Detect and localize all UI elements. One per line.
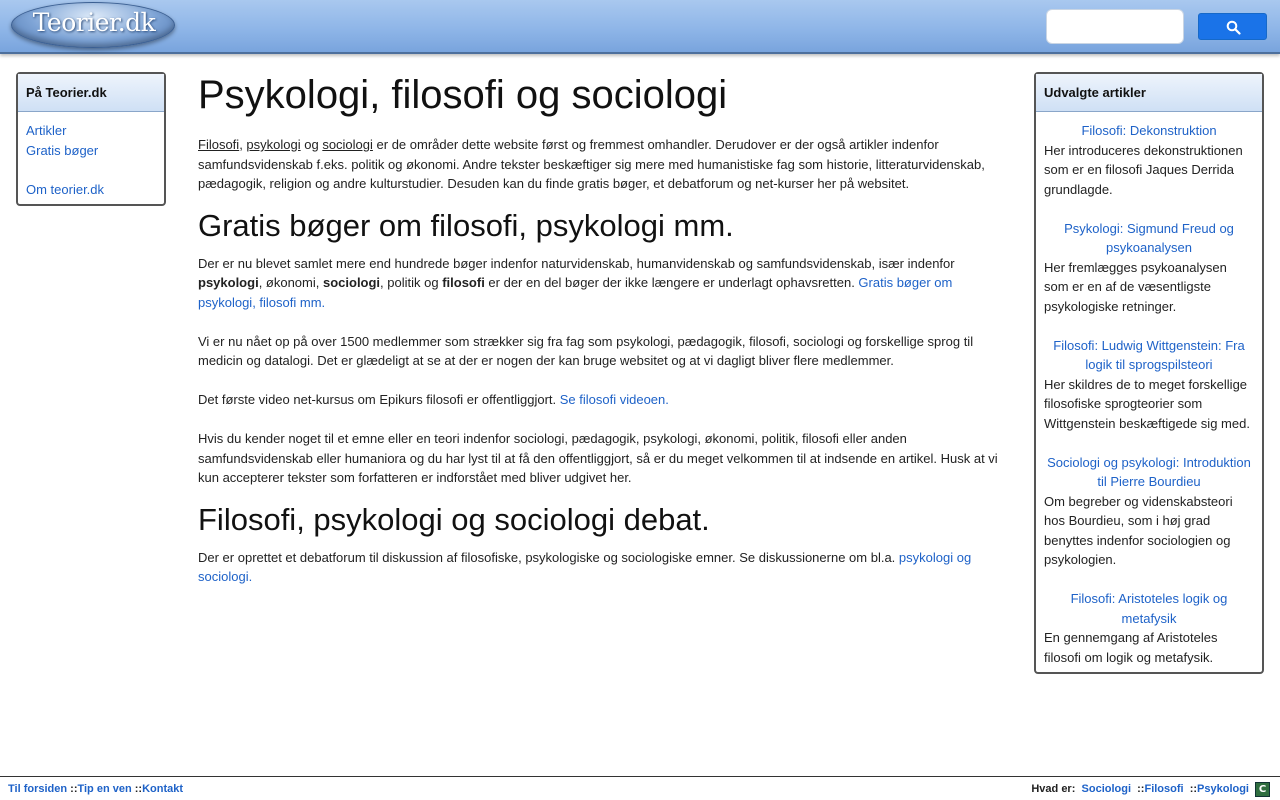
bold-psykologi: psykologi <box>198 275 259 290</box>
page-title: Psykologi, filosofi og sociologi <box>198 73 728 117</box>
footer-link-psykologi[interactable]: Psykologi <box>1197 783 1249 795</box>
intro-sep: og <box>300 137 323 152</box>
video-text: Det første video net-kursus om Epikurs filosofi er offentliggjort. <box>198 392 560 407</box>
footer-separator: :: <box>1137 783 1145 795</box>
article-description: Her skildres de to meget forskellige filosofiske sprogteorier som Wittgenstein beskæftigede sig med. <box>1044 376 1250 431</box>
nav-link-gratis-boger[interactable]: Gratis bøger <box>26 142 99 158</box>
link-psykologi[interactable]: psykologi <box>246 137 301 152</box>
footer-separator: :: <box>134 783 143 795</box>
link-sociologi[interactable]: sociologi <box>322 137 373 152</box>
footer-hvad-er-label: Hvad er: <box>1031 783 1076 795</box>
footer-separator: :: <box>1189 783 1198 795</box>
left-nav-links <box>18 112 164 199</box>
article-link[interactable]: Filosofi: Ludwig Wittgenstein: Fra logik til sprogspilsteori <box>1053 337 1245 372</box>
nav-link-artikler[interactable]: Artikler <box>26 123 67 138</box>
footer-link-kontakt[interactable]: Kontakt <box>142 783 184 795</box>
logo-text: Teorier.dk <box>32 8 156 37</box>
footer-left-links <box>8 783 183 795</box>
site-header <box>0 0 1280 54</box>
link-filosofi[interactable]: Filosofi <box>198 137 240 152</box>
search-button[interactable] <box>1198 13 1267 40</box>
books-paragraph-3 <box>198 390 998 410</box>
site-logo[interactable] <box>11 2 175 48</box>
search-icon <box>1226 20 1241 35</box>
footer-link-tip-en-ven[interactable]: Tip en ven <box>77 783 132 795</box>
books-text: , politik og <box>380 275 443 290</box>
debate-heading: Filosofi, psykologi og sociologi debat. <box>198 501 710 537</box>
debate-paragraph <box>198 548 998 587</box>
link-filosofi-video[interactable]: Se filosofi videoen. <box>559 392 669 407</box>
article-link[interactable]: Filosofi: Dekonstruktion <box>1081 123 1217 138</box>
main-content <box>198 72 998 587</box>
footer-link-filosofi[interactable]: Filosofi <box>1144 783 1184 795</box>
search-input[interactable] <box>1046 9 1184 44</box>
article-link[interactable]: Sociologi og psykologi: Introduktion til Pierre Bourdieu <box>1047 454 1251 489</box>
books-text: er der en del bøger der ikke længere er underlagt ophavsretten. <box>484 275 859 290</box>
featured-articles-list <box>1036 112 1262 667</box>
intro-sep: , <box>239 137 247 152</box>
footer-badge-icon[interactable]: C <box>1255 782 1270 797</box>
bold-sociologi: sociologi <box>322 275 381 290</box>
intro-paragraph <box>198 135 998 194</box>
books-heading: Gratis bøger om filosofi, psykologi mm. <box>198 207 734 243</box>
left-nav-box <box>16 72 166 206</box>
footer-link-forsiden[interactable]: Til forsiden <box>8 783 68 795</box>
featured-articles-box <box>1034 72 1264 674</box>
books-text: , økonomi, <box>258 275 323 290</box>
link-gratis-boger[interactable]: Gratis bøger om psykologi, filosofi mm. <box>198 275 953 310</box>
link-debat[interactable]: psykologi og sociologi. <box>198 549 972 584</box>
books-paragraph-2: Vi er nu nået op på over 1500 medlemmer som strækker sig fra fag som psykologi, pædagogik, filosofi, sociologi og forskellige sprog til medicin og datalogi. Det er glædeligt at se at der er nogen der kan bruge websitet og at vi dagligt bliver flere medlemmer. <box>198 333 974 368</box>
footer-link-sociologi[interactable]: Sociologi <box>1081 783 1132 795</box>
article-description: Her introduceres dekonstruktionen som er en filosofi Jaques Derrida grundlagde. <box>1044 142 1243 197</box>
left-nav-title: På Teorier.dk <box>18 74 164 112</box>
intro-text: er de områder dette website først og fremmest omhandler. Derudover er der også artikler indenfor samfundsvidenskab f.eks. politik og økonomi. Andre tekster beskæftiger sig mere med humanistiske fag som historie, litteraturvidenskab, pædagogik, religion og andre kulturstudier. Desuden kan du finde gratis bøger, et debatforum og net-kurser her på websitet. <box>198 137 985 191</box>
article-link[interactable]: Psykologi: Sigmund Freud og psykoanalysen <box>1064 220 1234 255</box>
debate-text: Der er oprettet et debatforum til diskussion af filosofiske, psykologiske og sociologiske emner. Se diskussionerne om bl.a. <box>198 549 899 565</box>
featured-articles-title: Udvalgte artikler <box>1036 74 1262 112</box>
site-footer <box>0 776 1280 800</box>
footer-right-links <box>1031 783 1249 795</box>
footer-separator: :: <box>70 783 78 795</box>
books-text: Der er nu blevet samlet mere end hundrede bøger indenfor naturvidenskab, humanvidenskab og samfundsvidenskab, især indenfor <box>198 255 955 271</box>
bold-filosofi: filosofi <box>442 275 485 290</box>
article-link[interactable]: Filosofi: Aristoteles logik og metafysik <box>1070 591 1228 626</box>
nav-link-om-teorier[interactable]: Om teorier.dk <box>26 181 105 197</box>
books-paragraph-4: Hvis du kender noget til et emne eller en teori indenfor sociologi, pædagogik, psykologi, økonomi, politik, filosofi eller anden samfundsvidenskab eller humaniora og du har lyst til at få den offentliggjort, så er du meget velkommen til at indsende en artikel. Husk at vi kun accepterer tekster som forfatteren er indforstået med bliver udgivet her. <box>198 431 998 485</box>
books-paragraph-1 <box>198 254 998 313</box>
article-description: En gennemgang af Aristoteles filosofi om logik og metafysik. <box>1044 630 1218 665</box>
article-description: Om begreber og videnskabsteori hos Bourdieu, som i høj grad benyttes indenfor sociologien og psykologien. <box>1044 493 1233 567</box>
article-description: Her fremlægges psykoanalysen som er en af de væsentligste psykologiske retninger. <box>1044 259 1227 314</box>
